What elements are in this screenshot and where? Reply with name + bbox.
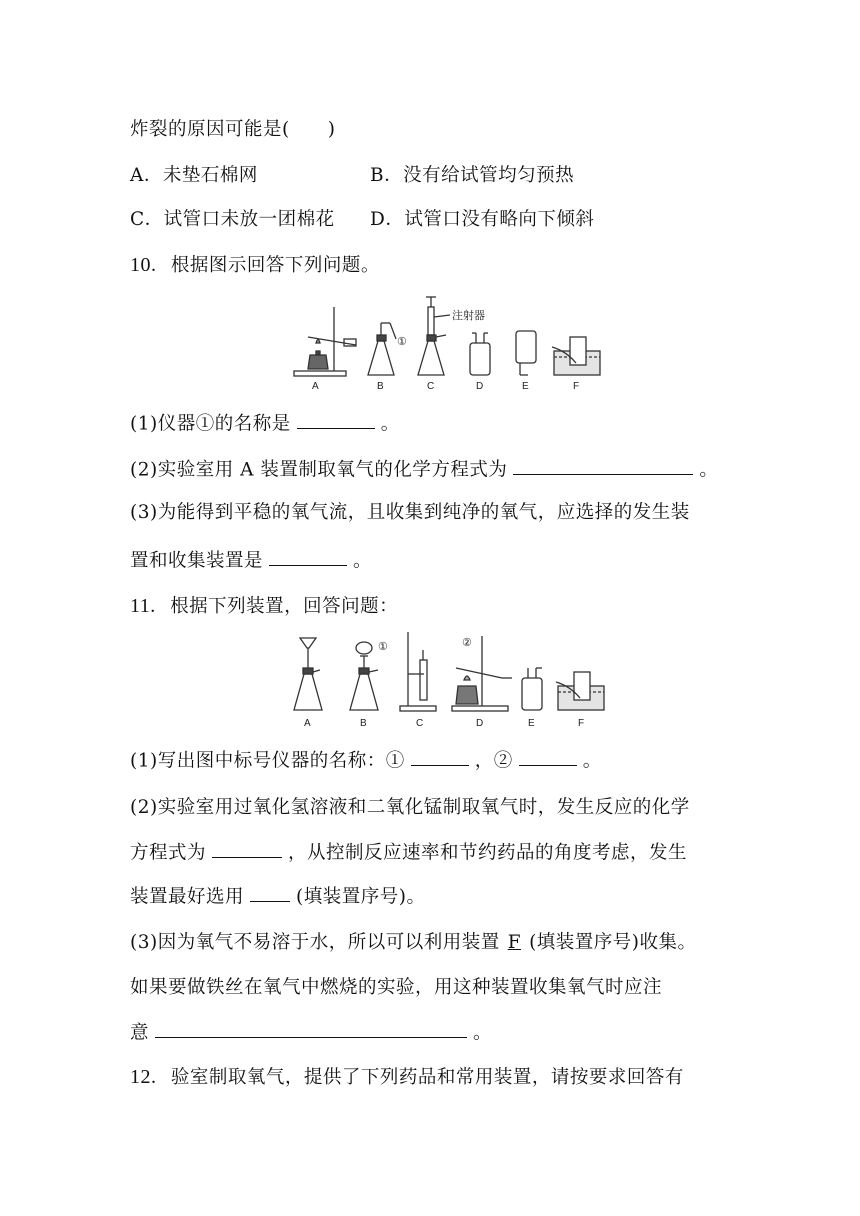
- q11-part2-line3: 装置最好选用 (填装置序号)。: [130, 882, 425, 908]
- q11-apparatus-a: [294, 638, 322, 710]
- q9-stem: 炸裂的原因可能是( ): [130, 119, 336, 140]
- q11-mark-2: ②: [462, 637, 472, 649]
- q11-label-b: B: [360, 718, 367, 729]
- q10-part3-line2: 置和收集装置是 。: [130, 546, 372, 572]
- q11-apparatus-figure: [290, 628, 620, 730]
- q10-part1: (1)仪器①的名称是 。: [130, 409, 400, 435]
- q11-apparatus-e: [522, 668, 542, 710]
- q9-option-c: C．试管口未放一团棉花: [130, 209, 335, 230]
- q11-label-d: D: [476, 718, 484, 729]
- q11-mark-1: ①: [378, 641, 388, 653]
- q11-apparatus-d: [452, 636, 512, 711]
- q11-label-e: E: [528, 718, 535, 729]
- q10-label-a: A: [312, 381, 319, 392]
- q11-answer-f: F: [507, 932, 522, 953]
- q10-part3-line1: (3)为能得到平稳的氧气流，且收集到纯净的氧气，应选择的发生装: [130, 502, 690, 523]
- q11-part2-line2: 方程式为 ，从控制反应速率和节约药品的角度考虑，发生: [130, 838, 687, 864]
- q9-option-d: D．试管口没有略向下倾斜: [370, 209, 595, 230]
- q10-part2: (2)实验室用 A 装置制取氧气的化学方程式为 。: [130, 455, 718, 481]
- q10-label-b: B: [377, 381, 384, 392]
- q11-apparatus-c: [400, 632, 436, 711]
- q11-label-c: C: [416, 718, 424, 729]
- q10-apparatus-b: [368, 323, 396, 375]
- q9-options-row2: [130, 205, 595, 231]
- q11-heading: [130, 592, 398, 618]
- q10-number: 10.: [130, 254, 157, 276]
- answer-blank[interactable]: [155, 1018, 467, 1038]
- q11-label-f: F: [578, 718, 585, 729]
- q10-label-d: D: [476, 381, 484, 392]
- answer-blank[interactable]: [297, 409, 375, 429]
- answer-blank[interactable]: [269, 546, 347, 566]
- q10-label-c: C: [427, 381, 435, 392]
- q11-part3-line3: 意 。: [130, 1018, 492, 1044]
- q11-number: 11.: [130, 595, 156, 617]
- q10-heading: [130, 251, 380, 277]
- q11-apparatus-f: [556, 672, 604, 710]
- q11-part2-line1: (2)实验室用过氧化氢溶液和二氧化锰制取氧气时，发生反应的化学: [130, 797, 690, 818]
- q12-text: 验室制取氧气，提供了下列药品和常用装置，请按要求回答有: [170, 1067, 684, 1088]
- q10-label-e: E: [522, 381, 529, 392]
- q12-number: 12.: [130, 1066, 157, 1088]
- answer-blank[interactable]: [411, 746, 469, 766]
- q11-label-a: A: [304, 718, 311, 729]
- q9-option-b: B．没有给试管均匀预热: [370, 165, 575, 186]
- answer-blank[interactable]: [519, 746, 577, 766]
- q10-apparatus-figure: [290, 293, 620, 393]
- q11-part3-line1: (3)因为氧气不易溶于水，所以可以利用装置 F (填装置序号)收集。: [130, 932, 697, 953]
- q9-options-row1: [130, 161, 575, 187]
- q9-option-a: A．未垫石棉网: [130, 165, 258, 186]
- q12-heading: [130, 1063, 684, 1089]
- q10-mark-1: ①: [397, 336, 407, 348]
- q11-apparatus-b: [350, 642, 378, 710]
- q11-part1: (1)写出图中标号仪器的名称：① ，② 。: [130, 746, 602, 772]
- q10-title: 根据图示回答下列问题。: [170, 255, 380, 276]
- q10-apparatus-d: [470, 333, 490, 375]
- q10-label-f: F: [573, 381, 580, 392]
- q10-syringe-label: 注射器: [452, 310, 485, 322]
- q10-apparatus-e: [516, 331, 536, 375]
- q10-apparatus-f: [552, 337, 600, 375]
- answer-blank[interactable]: [250, 882, 290, 902]
- q10-apparatus-a: [294, 307, 356, 376]
- answer-blank[interactable]: [212, 838, 282, 858]
- q11-part3-line2: 如果要做铁丝在氧气中燃烧的实验，用这种装置收集氧气时应注: [130, 977, 663, 998]
- q10-apparatus-c: [418, 297, 450, 375]
- answer-blank[interactable]: [513, 455, 693, 475]
- q11-title: 根据下列装置，回答问题：: [170, 596, 399, 617]
